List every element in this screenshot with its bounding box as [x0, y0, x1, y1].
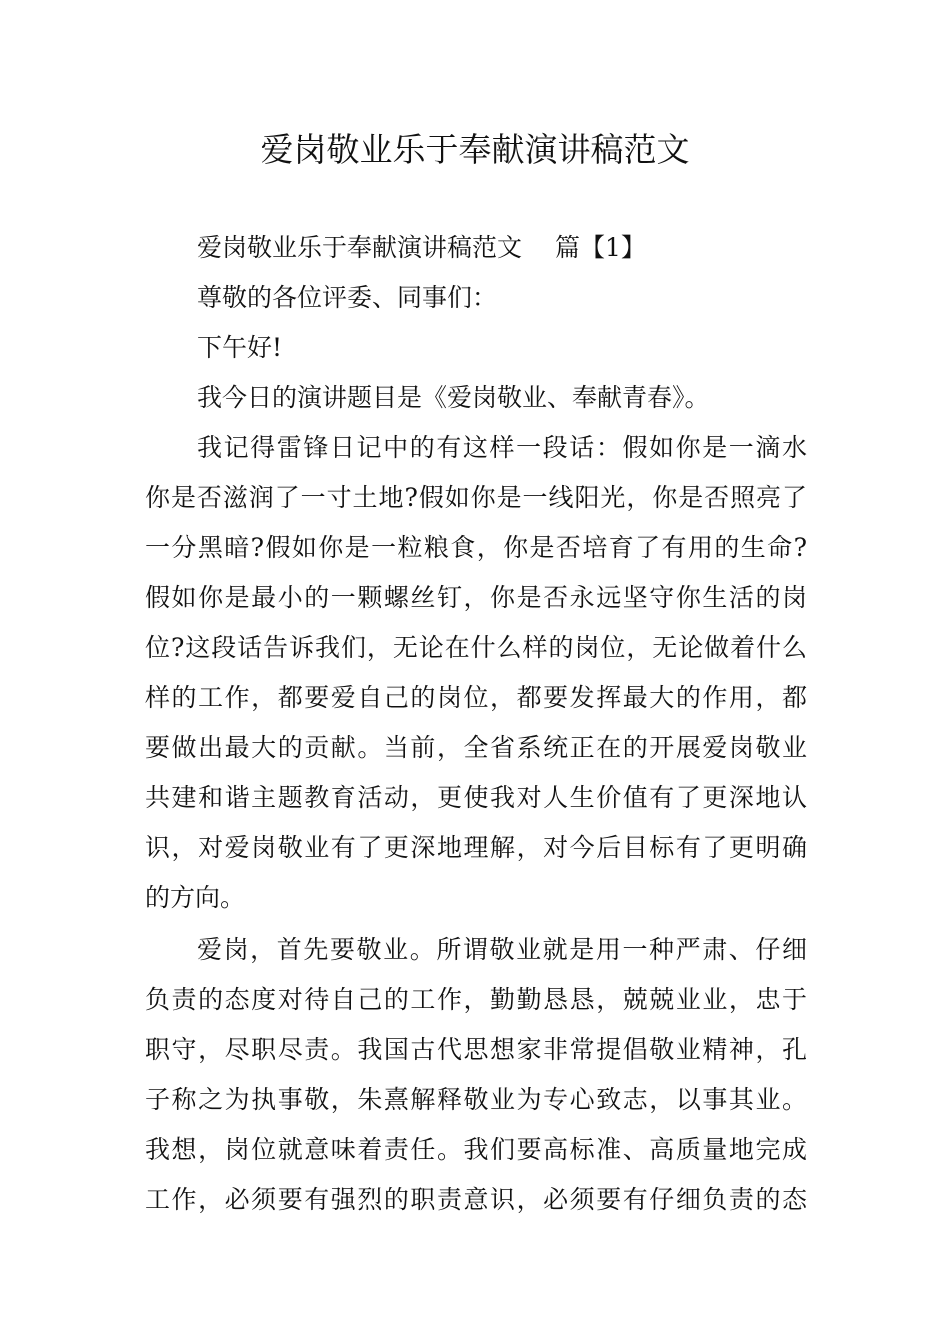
paragraph-line: 共建和谐主题教育活动，更使我对人生价值有了更深地认	[145, 783, 807, 812]
document-title: 爱岗敬业乐于奉献演讲稿范文	[260, 130, 690, 169]
paragraph-line: 工作，必须要有强烈的职责意识，必须要有仔细负责的态	[145, 1185, 807, 1214]
paragraph-1	[145, 423, 807, 923]
paragraph-line: 爱岗，首先要敬业。所谓敬业就是用一种严肃、仔细	[197, 935, 807, 964]
paragraph-line: 假如你是最小的一颗螺丝钉，你是否永远坚守你生活的岗	[145, 583, 807, 612]
salutation: 尊敬的各位评委、同事们：	[197, 283, 498, 312]
document-body	[145, 223, 807, 1225]
paragraph-line: 的方向。	[145, 883, 246, 912]
paragraph-line: 一分黑暗?假如你是一粒粮食，你是否培育了有用的生命?	[145, 533, 807, 562]
paragraph-line: 负责的态度对待自己的工作，勤勤恳恳，兢兢业业，忠于	[145, 985, 807, 1014]
paragraph-line: 位?这段话告诉我们，无论在什么样的岗位，无论做着什么	[145, 633, 807, 662]
paragraph-line: 识，对爱岗敬业有了更深地理解，对今后目标有了更明确	[145, 833, 807, 862]
paragraph-line: 我想，岗位就意味着责任。我们要高标准、高质量地完成	[145, 1135, 807, 1164]
paragraph-line: 子称之为执事敬，朱熹解释敬业为专心致志，以事其业。	[145, 1085, 807, 1114]
paragraph-line: 你是否滋润了一寸土地?假如你是一线阳光，你是否照亮了	[145, 483, 807, 512]
paragraph-2	[145, 925, 807, 1225]
paragraph-line: 要做出最大的贡献。当前，全省系统正在的开展爱岗敬业	[145, 733, 807, 762]
speech-topic: 我今日的演讲题目是《爱岗敬业、奉献青春》。	[197, 383, 710, 412]
paragraph-line: 职守，尽职尽责。我国古代思想家非常提倡敬业精神，孔	[145, 1035, 807, 1064]
paragraph-line: 样的工作，都要爱自己的岗位，都要发挥最大的作用，都	[145, 683, 807, 712]
section-heading: 爱岗敬业乐于奉献演讲稿范文 篇【1】	[197, 233, 646, 262]
greeting: 下午好!	[197, 333, 283, 362]
paragraph-line: 我记得雷锋日记中的有这样一段话：假如你是一滴水	[197, 433, 807, 462]
